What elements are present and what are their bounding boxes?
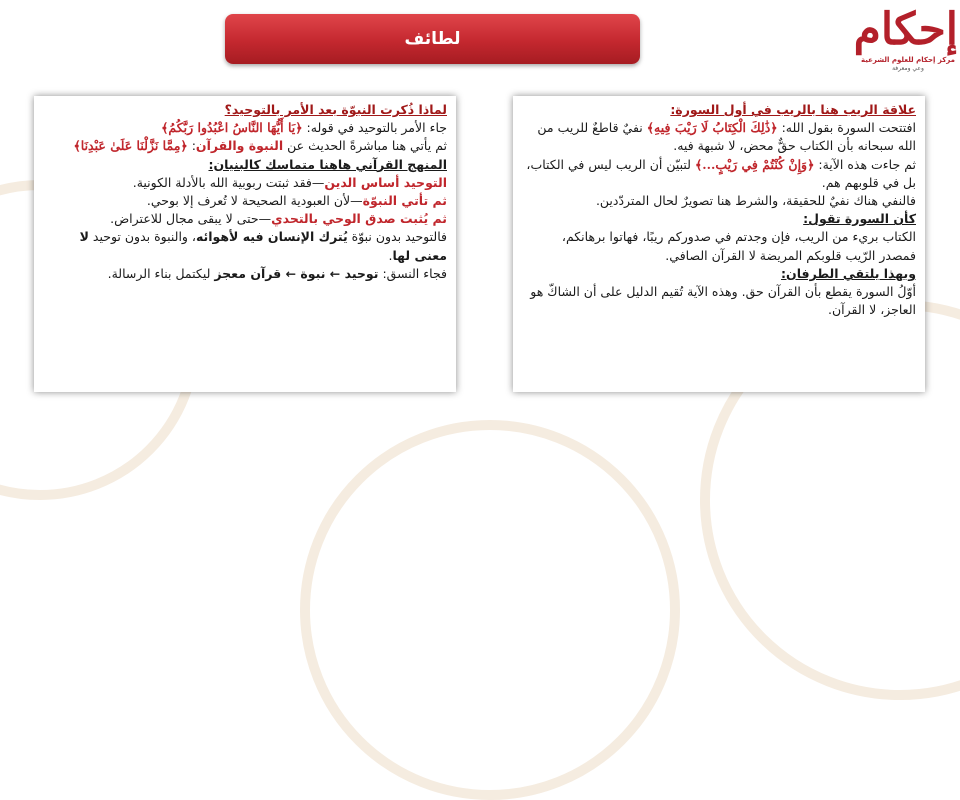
quran-verse: ﴿ذَٰلِكَ الْكِتَابُ لَا رَيْبَ فِيهِ﴾: [646, 120, 778, 136]
highlight-text: ثم يُثبت صدق الوحي بالتحدي: [271, 211, 447, 227]
text-span: —فقد ثبتت ربوبية الله بالأدلة الكونية.: [132, 174, 325, 190]
bold-text: توحيد ← نبوة ← قرآن معجز: [214, 265, 379, 281]
left-card-paragraph-3: [43, 174, 447, 192]
right-card-heading: علاقة الريب هنا بالريب في أول السورة:: [670, 102, 916, 117]
quran-verse: ﴿مِمَّا نَزَّلْنَا عَلَىٰ عَبْدِنَا﴾: [73, 138, 188, 154]
slide-title: لطائف: [404, 29, 461, 49]
text-span: جاء الأمر بالتوحيد في قوله:: [302, 120, 447, 136]
bold-text: يُترك الإنسان فيه لأهوائه: [195, 229, 348, 245]
text-span: ثم يأتي هنا مباشرةً الحديث عن: [283, 138, 447, 154]
text-span: ليكتمل بناء الرسالة.: [107, 265, 215, 281]
logo-tagline: مركز إحكام للعلوم الشرعية: [861, 56, 955, 64]
highlight-text: التوحيد أساس الدين: [324, 174, 447, 190]
bold-text: لا معنى لها: [79, 229, 447, 263]
left-card-paragraph-5: [43, 210, 447, 228]
text-span: فجاء النسق:: [378, 265, 447, 281]
logo-tagline-secondary: وعي ومعرفة: [892, 65, 924, 72]
text-span: افتتحت السورة بقول الله:: [777, 120, 916, 136]
left-content-card: [34, 96, 456, 392]
right-card-subheading-1: كأن السورة تقول:: [803, 211, 916, 227]
text-span: فالتوحيد بدون نبوّة: [347, 229, 447, 245]
right-card-paragraph-3: فالنفي هناك نفيٌ للحقيقة، والشرط هنا تصويرٌ لحال المتردّدين.: [595, 193, 916, 209]
right-card-paragraph-1: [522, 119, 916, 155]
left-card-paragraph-7: [43, 265, 447, 283]
text-span: .: [388, 247, 393, 263]
text-span: نفيٌ قاطعٌ للريب من الله سبحانه بأن الكتاب حقٌّ محض، لا شبهة فيه.: [537, 120, 916, 154]
left-card-paragraph-4: [43, 192, 447, 210]
right-content-card: [513, 96, 925, 392]
highlight-text: ثم تأتي النبوّة: [362, 193, 447, 209]
left-card-paragraph-1: [43, 119, 447, 137]
left-card-subheading: المنهج القرآني هاهنا متماسك كالبنيان:: [208, 156, 447, 172]
left-card-paragraph-2: [43, 137, 447, 155]
text-span: لتبيّن أن الريب ليس في الكتاب، بل في قلوبهم هم.: [526, 156, 916, 190]
highlight-text: النبوة والقرآن: [195, 138, 284, 154]
logo-mark: إحكام: [853, 4, 958, 55]
logo: [853, 4, 958, 86]
right-card-paragraph-4: الكتاب بريء من الريب، فإن وجدتم في صدوركم ريبًا، فهاتوا برهانكم، فمصدر الرّيب قلوبكم المريضة لا القرآن الصافي.: [561, 229, 916, 263]
right-card-paragraph-5: أوّلُ السورة يقطع بأن القرآن حق. وهذه الآية تُقيم الدليل على أن الشاكّ هو العاجز، لا القرآن.: [530, 284, 916, 318]
left-card-paragraph-6: [43, 228, 447, 264]
text-span: ثم جاءت هذه الآية:: [814, 156, 916, 172]
text-span: —لأن العبودية الصحيحة لا تُعرف إلا بوحي.: [146, 193, 363, 209]
right-card-paragraph-2: [522, 156, 916, 192]
quran-verse: ﴿يَا أَيُّهَا النَّاسُ اعْبُدُوا رَبَّكُمُ﴾: [161, 120, 303, 136]
right-card-subheading-2: وبهذا يلتقي الطرفان:: [781, 265, 916, 281]
text-span: ، والنبوة بدون توحيد: [88, 229, 196, 245]
left-card-heading: لماذا ذُكرت النبوّة بعد الأمر بالتوحيد؟: [224, 102, 447, 117]
text-span: —حتى لا يبقى مجال للاعتراض.: [110, 211, 272, 227]
slide-title-banner: [225, 14, 640, 64]
quran-verse: ﴿وَإِنْ كُنْتُمْ فِي رَيْبٍ...﴾: [694, 156, 815, 172]
text-span: :: [187, 138, 196, 154]
